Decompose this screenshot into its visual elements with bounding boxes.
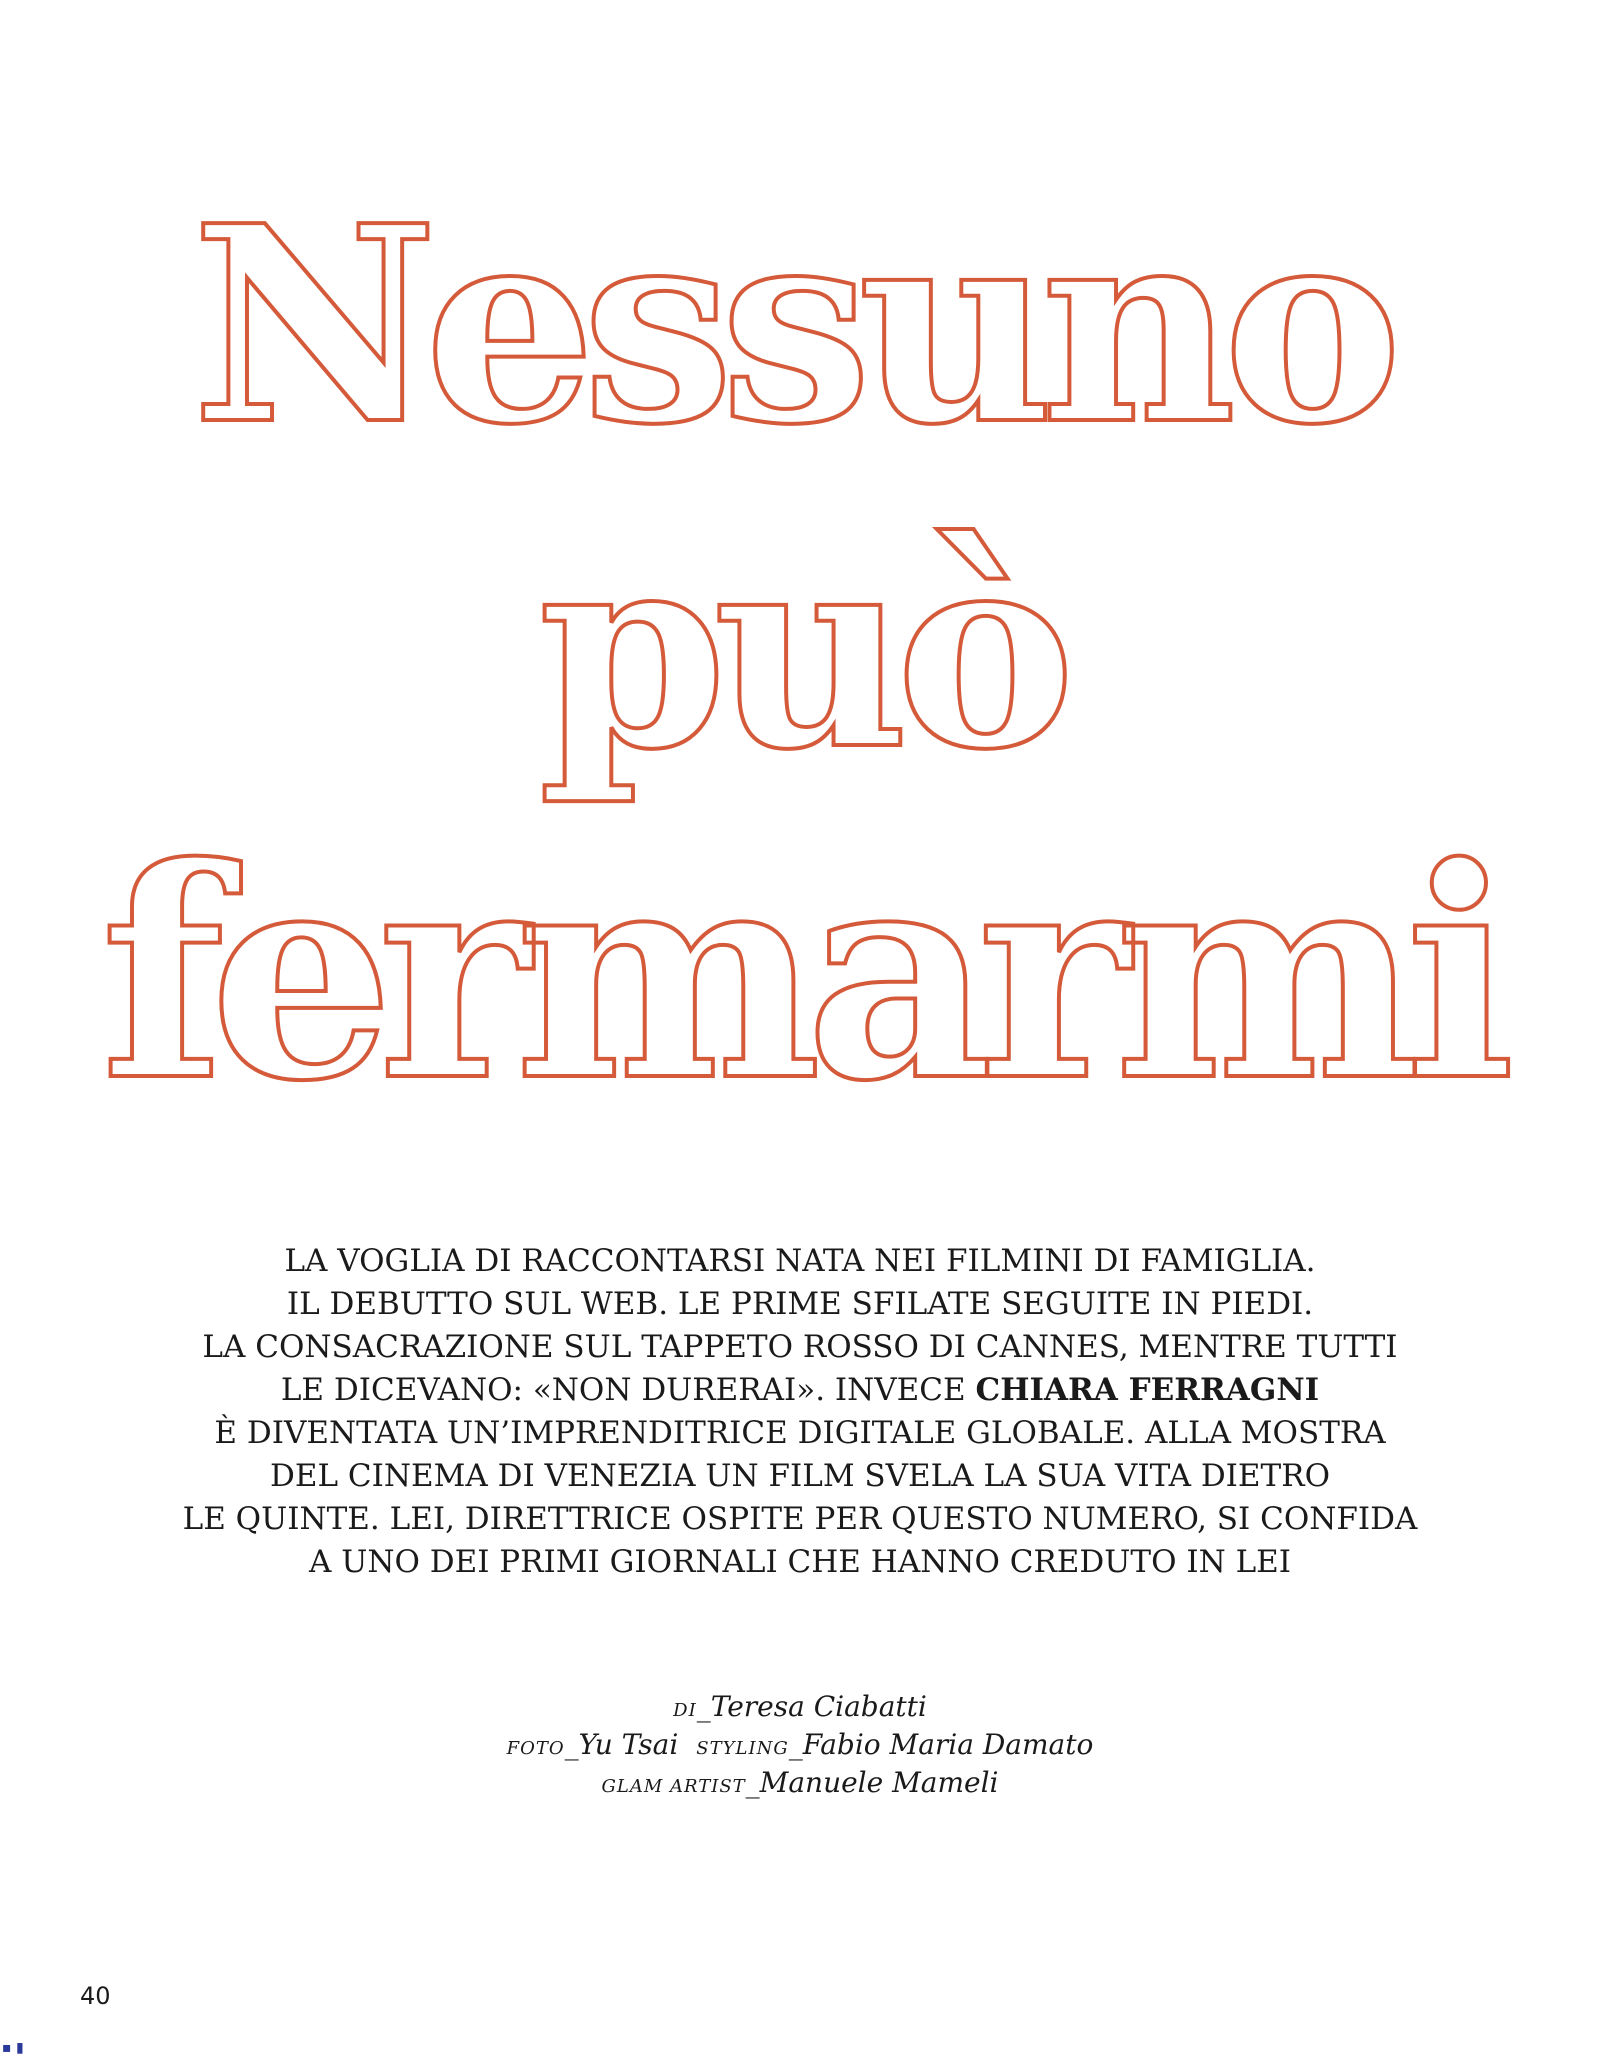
- credit-role: FOTO: [506, 1738, 565, 1759]
- credit-name: _Yu Tsai: [564, 1728, 679, 1761]
- credit-glam: [0, 1766, 1600, 1804]
- credit-role: DI: [673, 1700, 697, 1721]
- standfirst-line: LE QUINTE. LEI, DIRETTRICE OSPITE PER QUESTO NUMERO, SI CONFIDA: [182, 1501, 1418, 1537]
- credit-author: [0, 1690, 1600, 1728]
- standfirst-line: LA CONSACRAZIONE SUL TAPPETO ROSSO DI CANNES, MENTRE TUTTI: [202, 1329, 1398, 1365]
- standfirst-line: DEL CINEMA DI VENEZIA UN FILM SVELA LA SUA VITA DIETRO: [270, 1458, 1330, 1494]
- subject-name: CHIARA FERRAGNI: [975, 1372, 1320, 1408]
- standfirst-line: È DIVENTATA UN’IMPRENDITRICE DIGITALE GLOBALE. ALLA MOSTRA: [214, 1415, 1386, 1451]
- credit-name: _Fabio Maria Damato: [788, 1728, 1094, 1761]
- credit-name: _Manuele Mameli: [745, 1766, 999, 1799]
- headline-line-2: può: [538, 491, 1062, 809]
- standfirst-line: A UNO DEI PRIMI GIORNALI CHE HANNO CREDUTO IN LEI: [308, 1544, 1292, 1580]
- credit-name: _Teresa Ciabatti: [696, 1690, 927, 1723]
- headline-line-3: fermarmi: [100, 805, 1500, 1145]
- standfirst-line-text: LE DICEVANO: «NON DURERAI». INVECE: [280, 1372, 976, 1408]
- credits: [0, 1690, 1600, 1804]
- headline-line-1: Nessuno: [191, 166, 1389, 484]
- standfirst-line: IL DEBUTTO SUL WEB. LE PRIME SFILATE SEGUITE IN PIEDI.: [286, 1286, 1314, 1322]
- credit-photo-styling: [0, 1728, 1600, 1766]
- standfirst-line: LA VOGLIA DI RACCONTARSI NATA NEI FILMINI DI FAMIGLIA.: [284, 1243, 1316, 1279]
- print-registration-mark: ▪ ▮: [2, 2040, 24, 2056]
- standfirst-line: [0, 1369, 1600, 1412]
- standfirst: [0, 1240, 1600, 1584]
- credit-role: STYLING: [696, 1738, 789, 1759]
- credit-role: GLAM ARTIST: [601, 1776, 746, 1797]
- page-number: 40: [80, 1982, 111, 2010]
